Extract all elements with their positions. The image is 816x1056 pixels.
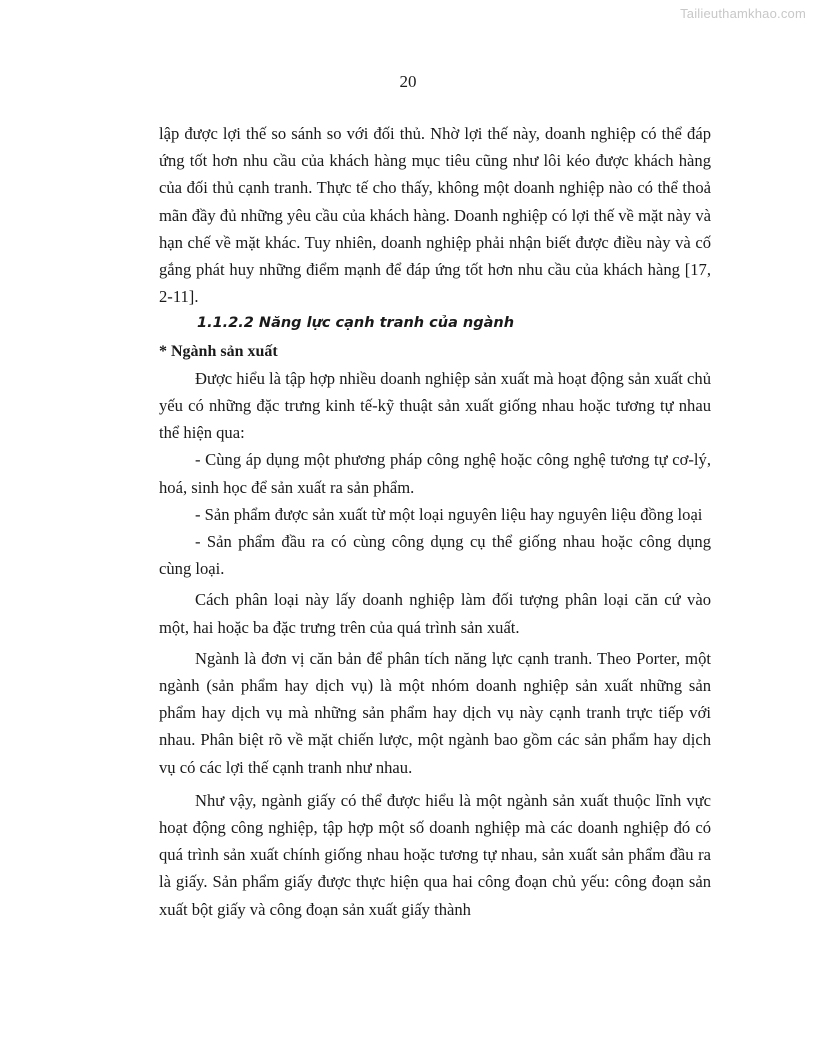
paragraph-2: Được hiểu là tập hợp nhiều doanh nghiệp sản xuất mà hoạt động sản xuất chủ yếu có những đặc trưng kinh tế-kỹ thuật sản xuất giống nhau hoặc tương tự nhau thể hiện qua: <box>159 368 711 443</box>
page-number: 20 <box>399 72 417 91</box>
bullet-item-2: - Sản phẩm được sản xuất từ một loại nguyên liệu hay nguyên liệu đồng loại <box>195 504 703 524</box>
paragraph-5: Như vậy, ngành giấy có thể được hiểu là một ngành sản xuất thuộc lĩnh vực hoạt động công nghiệp, tập hợp một số doanh nghiệp mà các doanh nghiệp đó có quá trình sản xuất chính giống nhau hoặc tương tự nhau, sản xuất sản phẩm đầu ra là giấy. Sản phẩm giấy được thực hiện qua hai công đoạn chủ yếu: công đoạn sản xuất bột giấy và công đoạn sản xuất giấy thành <box>159 790 711 919</box>
watermark: Tailieuthamkhao.com <box>680 6 806 21</box>
bullet-item-1: - Cùng áp dụng một phương pháp công nghệ hoặc công nghệ tương tự cơ-lý, hoá, sinh học để sản xuất ra sản phẩm. <box>159 450 711 497</box>
paragraph-4: Ngành là đơn vị căn bản để phân tích năng lực cạnh tranh. Theo Porter, một ngành (sản phẩm hay dịch vụ) là một nhóm doanh nghiệp sản xuất những sản phẩm hay dịch vụ mà những sản phẩm hay dịch vụ này cạnh tranh trực tiếp với nhau. Phân biệt rõ về mặt chiến lược, một ngành bao gồm các sản phẩm hay dịch vụ có các lợi thế cạnh tranh như nhau. <box>159 648 711 777</box>
subsection-heading: * Ngành sản xuất <box>159 342 278 360</box>
paragraph-1: lập được lợi thế so sánh so với đối thủ. Nhờ lợi thế này, doanh nghiệp có thể đáp ứng tốt hơn nhu cầu của khách hàng mục tiêu cũng như lôi kéo được khách hàng của đối thủ cạnh tranh. Thực tế cho thấy, không một doanh nghiệp nào có thể thoả mãn đầy đủ những yêu cầu của khách hàng. Doanh nghiệp có lợi thế về mặt này và hạn chế về mặt khác. Tuy nhiên, doanh nghiệp phải nhận biết được điều này và cố gắng phát huy những điểm mạnh để đáp ứng tốt hơn nhu cầu của khách hàng [17, 2-11]. <box>159 124 711 307</box>
section-heading: 1.1.2.2 Năng lực cạnh tranh của ngành <box>197 315 515 332</box>
document-body <box>159 120 711 923</box>
paragraph-3: Cách phân loại này lấy doanh nghiệp làm đối tượng phân loại căn cứ vào một, hai hoặc ba đặc trưng trên của quá trình sản xuất. <box>159 590 711 637</box>
bullet-item-3: - Sản phẩm đầu ra có cùng công dụng cụ thể giống nhau hoặc công dụng cùng loại. <box>159 532 711 579</box>
